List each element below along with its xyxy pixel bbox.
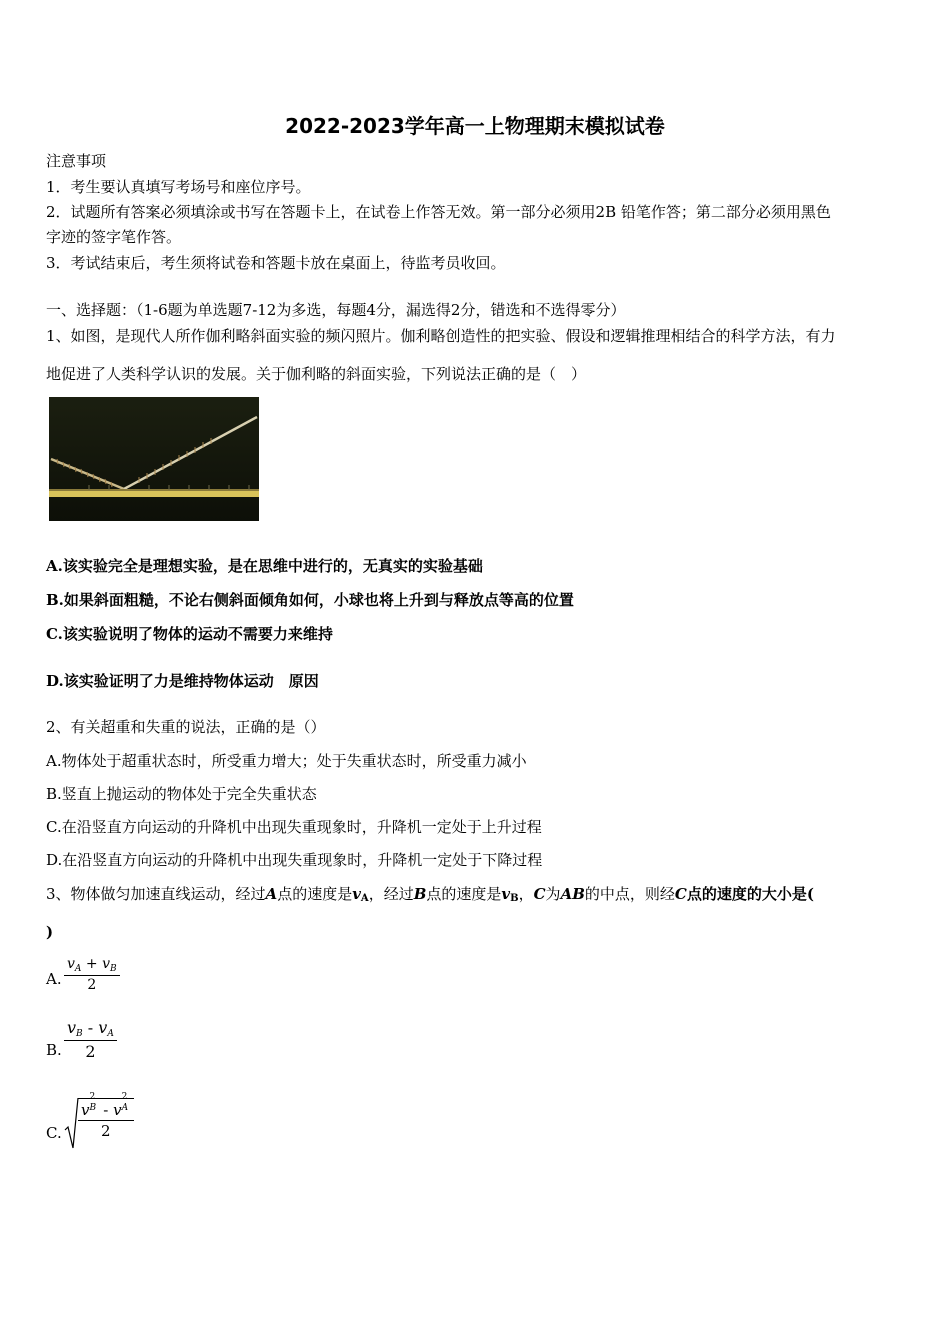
q1-stem-line1: 1、如图，是现代人所作伽利略斜面实验的频闪照片。伽利略创造性的把实验、假设和逻辑推理相结合的科学方法，有力 bbox=[46, 327, 836, 345]
q1-stem-line2: 地促进了人类科学认识的发展。关于伽利略的斜面实验，下列说法正确的是（ ） bbox=[46, 365, 587, 383]
velocity-a: vA bbox=[352, 885, 369, 904]
q3-option-b-label: B. bbox=[46, 1041, 62, 1059]
velocity-b: vB bbox=[501, 885, 519, 904]
q3-stem-text: 点的速度是 bbox=[426, 885, 502, 903]
q2-option-d: D.在沿竖直方向运动的升降机中出现失重现象时，升降机一定处于下降过程 bbox=[46, 851, 543, 869]
point-b: B bbox=[413, 885, 427, 903]
q3-option-b-formula: $\frac{v_B - v_A}{2}$ bbox=[64, 1018, 117, 1061]
q2-option-c: C.在沿竖直方向运动的升降机中出现失重现象时，升降机一定处于上升过程 bbox=[46, 818, 542, 836]
q1-option-c: C.该实验说明了物体的运动不需要力来维持 bbox=[46, 625, 333, 643]
q3-option-a-formula: $\frac{v_A + v_B}{2}$ bbox=[64, 956, 120, 993]
exam-title: 2022-2023学年高一上物理期末模拟试卷 bbox=[285, 114, 665, 138]
q3-stem-text: ，经过 bbox=[368, 885, 414, 903]
notice-heading: 注意事项 bbox=[46, 152, 107, 170]
q3-stem-text: 3、物体做匀加速直线运动，经过 bbox=[46, 885, 266, 903]
point-c: C bbox=[674, 885, 687, 903]
section-heading: 一、选择题：（1-6题为单选题7-12为多选，每题4分，漏选得2分，错选和不选得零分） bbox=[46, 301, 626, 319]
q3-stem-text: 点的速度是 bbox=[277, 885, 353, 903]
incline-experiment-photo bbox=[49, 397, 259, 521]
segment-ab: AB bbox=[560, 885, 585, 903]
point-a: A bbox=[265, 885, 278, 903]
q3-stem-close: ) bbox=[46, 923, 54, 941]
q3-stem-text: 为 bbox=[545, 885, 561, 903]
q3-stem-text: 点的速度的大小是( bbox=[686, 885, 814, 903]
q2-option-a: A.物体处于超重状态时，所受重力增大；处于失重状态时，所受重力减小 bbox=[46, 752, 527, 770]
q3-stem bbox=[46, 884, 814, 909]
q3-option-a-label: A. bbox=[46, 970, 62, 988]
notice-item-2: 2．试题所有答案必须填涂或书写在答题卡上，在试卷上作答无效。第一部分必须用2B 铅笔作答；第二部分必须用黑色 bbox=[46, 203, 831, 221]
q2-stem: 2、有关超重和失重的说法，正确的是（） bbox=[46, 718, 326, 736]
notice-item-2-cont: 字迹的签字笔作答。 bbox=[46, 228, 182, 246]
q1-option-d: D.该实验证明了力是维持物体运动 原因 bbox=[46, 672, 319, 690]
q3-stem-text: 的中点，则经 bbox=[584, 885, 675, 903]
q1-option-b: B.如果斜面粗糙，不论右侧斜面倾角如何，小球也将上升到与释放点等高的位置 bbox=[46, 591, 574, 609]
point-c: C bbox=[533, 885, 546, 903]
notice-item-3: 3．考试结束后，考生须将试卷和答题卡放在桌面上，待监考员收回。 bbox=[46, 254, 506, 272]
q2-option-b: B.竖直上抛运动的物体处于完全失重状态 bbox=[46, 785, 317, 803]
q3-option-c-label: C. bbox=[46, 1124, 62, 1142]
q1-option-a: A.该实验完全是理想实验，是在思维中进行的，无真实的实验基础 bbox=[46, 557, 483, 575]
q3-option-c-formula: v 2 B - v 2 A 2 bbox=[78, 1101, 134, 1140]
notice-item-1: 1．考生要认真填写考场号和座位序号。 bbox=[46, 178, 311, 196]
q3-stem-text: ， bbox=[518, 885, 534, 903]
